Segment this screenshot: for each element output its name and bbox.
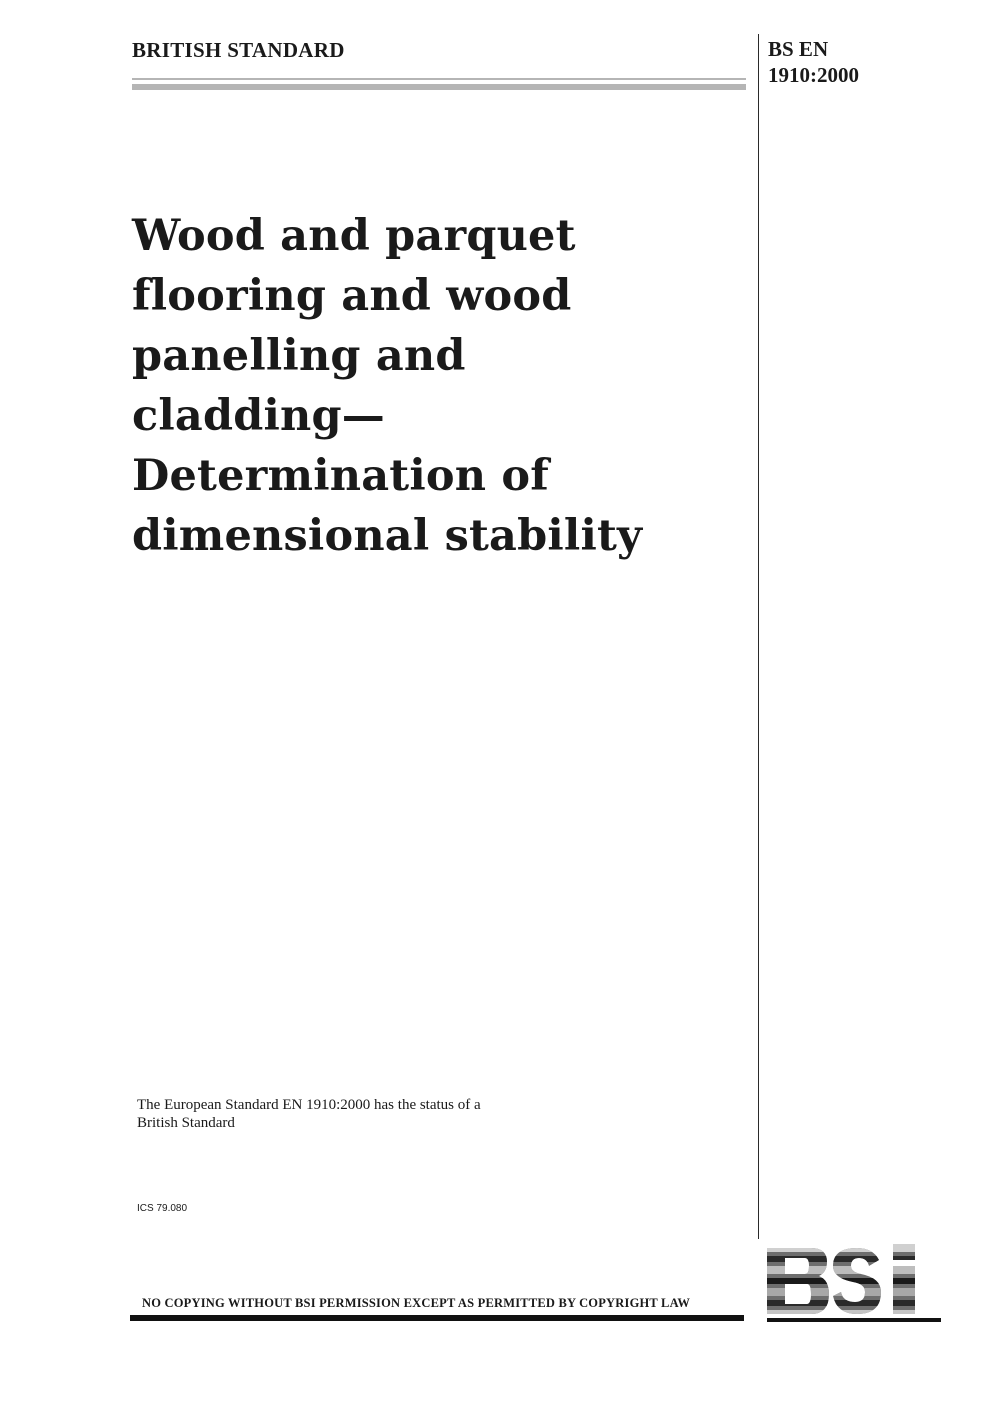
footer-rule: [130, 1315, 744, 1321]
title-line: cladding—: [132, 391, 385, 441]
status-statement: [137, 1096, 557, 1132]
document-title: [132, 206, 732, 566]
title-line: Wood and parquet: [132, 211, 576, 261]
title-line: panelling and: [132, 331, 466, 381]
standard-number-line1: BS EN: [768, 37, 829, 61]
bsi-logo: [767, 1244, 941, 1324]
vertical-divider: [758, 34, 759, 1239]
header-rule-thick: [132, 84, 746, 90]
header-rule-thin: [132, 78, 746, 80]
standard-number: [768, 36, 859, 88]
status-line: British Standard: [137, 1115, 235, 1131]
title-line: Determination of: [132, 451, 549, 501]
title-line: flooring and wood: [132, 271, 572, 321]
copyright-notice: NO COPYING WITHOUT BSI PERMISSION EXCEPT AS PERMITTED BY COPYRIGHT LAW: [142, 1296, 691, 1310]
bsi-logo-graphic: [767, 1244, 941, 1324]
ics-code: ICS 79.080: [137, 1203, 188, 1214]
standard-number-line2: 1910:2000: [768, 63, 859, 87]
status-line: The European Standard EN 1910:2000 has the status of a: [137, 1097, 481, 1113]
header-label: BRITISH STANDARD: [132, 38, 345, 62]
title-line: dimensional stability: [132, 511, 643, 561]
